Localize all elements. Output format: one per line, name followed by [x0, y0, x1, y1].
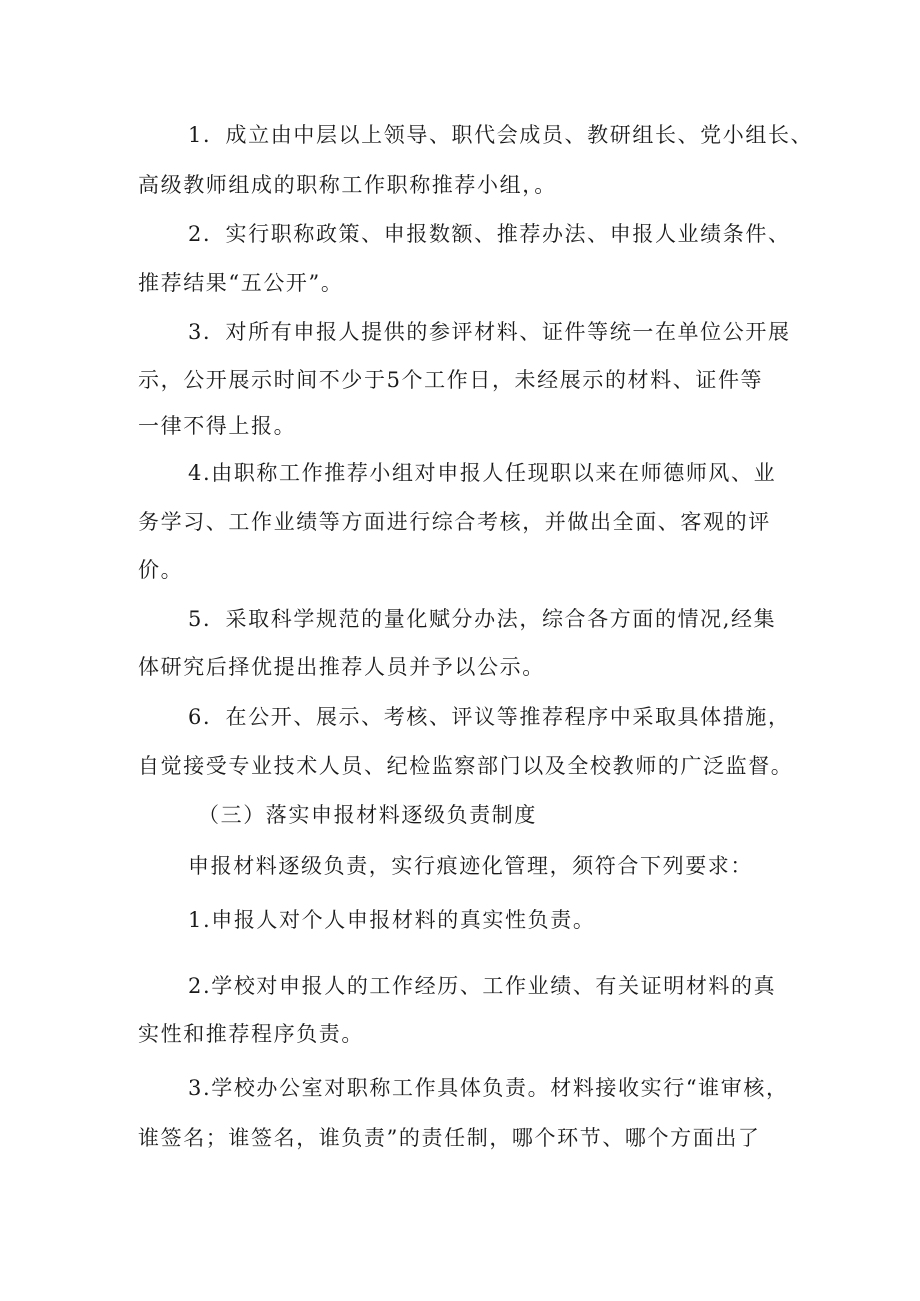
item-6-line-2: 自觉接受专业技术人员、纪检监察部门以及全校教师的广泛监督。 — [138, 754, 794, 778]
item-2-line-2: 推荐结果“五公开”。 — [138, 271, 344, 295]
item-4-line-2: 务学习、工作业绩等方面进行综合考核，并做出全面、客观的评 — [138, 510, 771, 534]
item-3-line-1: 3．对所有申报人提供的参评材料、证件等统一在单位公开展 — [188, 320, 791, 344]
item-6-line-1: 6．在公开、展示、考核、评议等推荐程序中采取具体措施， — [188, 705, 791, 729]
item-1-line-2: 高级教师组成的职称工作职称推荐小组，。 — [138, 173, 557, 197]
section-intro: 申报材料逐级负责，实行痕迹化管理，须符合下列要求： — [188, 854, 753, 878]
req-2-line-2: 实性和推荐程序负责。 — [138, 1022, 364, 1046]
item-3-line-3: 一律不得上报。 — [138, 414, 297, 438]
req-2-line-1: 2.学校对申报人的工作经历、工作业绩、有关证明材料的真 — [188, 974, 777, 998]
item-5-line-2: 体研究后择优提出推荐人员并予以公示。 — [138, 655, 545, 679]
item-4-line-1: 4.由职称工作推荐小组对申报人任现职以来在师德师风、业 — [188, 461, 777, 485]
section-heading: （三）落实申报材料逐级负责制度 — [198, 803, 537, 827]
req-1-line-1: 1.申报人对个人申报材料的真实性负责。 — [188, 908, 596, 932]
item-1-line-1: 1．成立由中层以上领导、职代会成员、教研组长、党小组长、 — [188, 123, 814, 147]
item-3-line-2: 示，公开展示时间不少于5个工作日，未经展示的材料、证件等 — [138, 368, 764, 392]
item-4-line-3: 价。 — [138, 558, 184, 582]
req-3-line-1: 3.学校办公室对职称工作具体负责。材料接收实行“谁审核， — [188, 1076, 789, 1100]
item-5-line-1: 5．采取科学规范的量化赋分办法，综合各方面的情况,经集 — [188, 607, 777, 631]
item-2-line-1: 2．实行职称政策、申报数额、推荐办法、申报人业绩条件、 — [188, 222, 791, 246]
req-3-line-2: 谁签名；谁签名，谁负责”的责任制，哪个环节、哪个方面出了 — [138, 1126, 761, 1150]
